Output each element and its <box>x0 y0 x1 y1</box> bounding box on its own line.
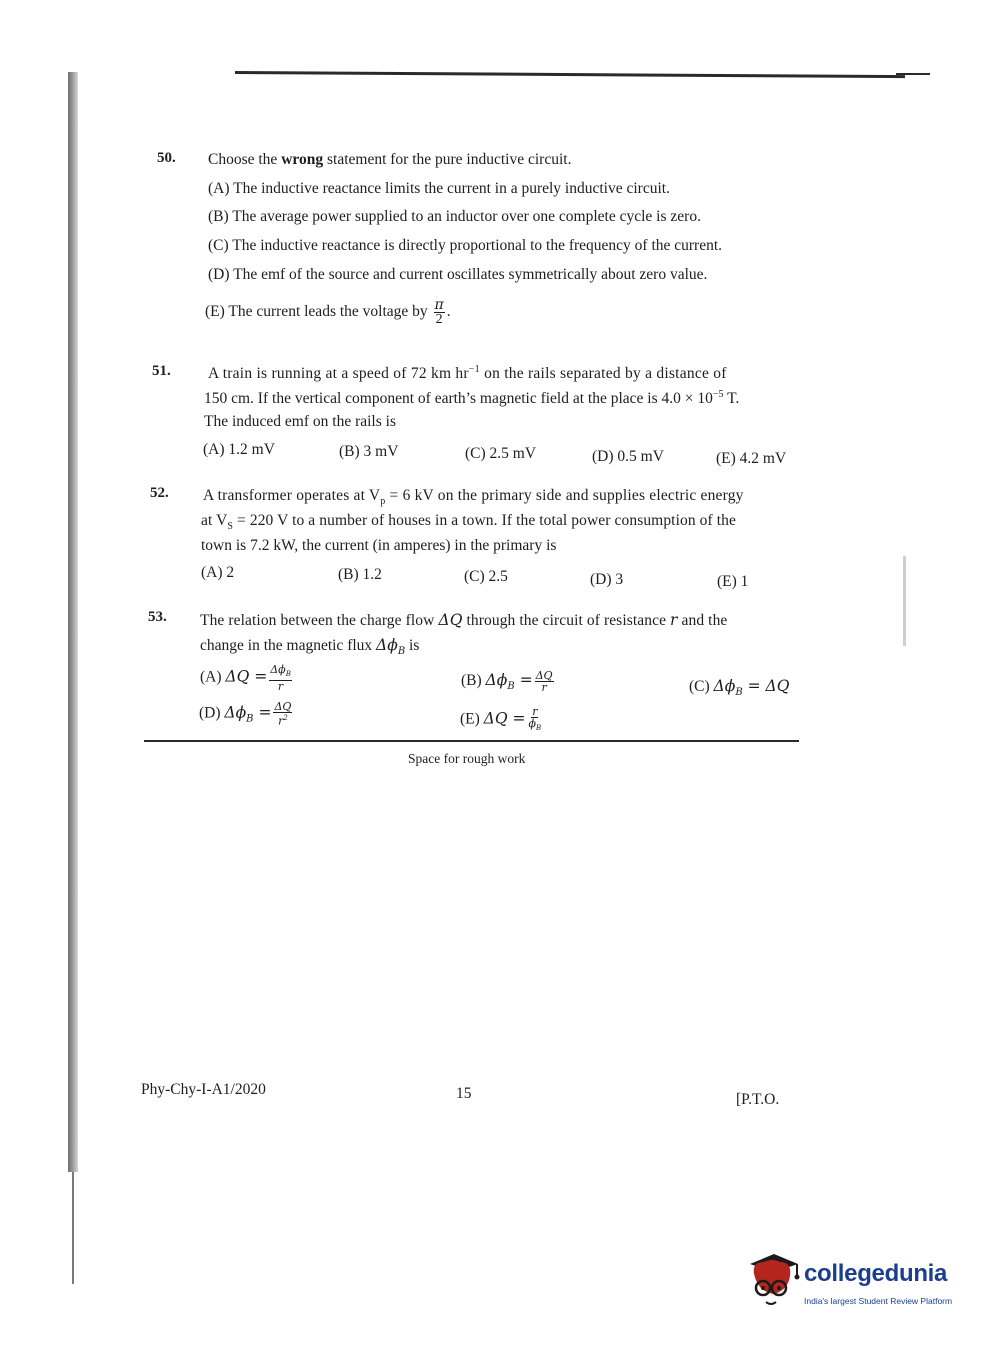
subscript: B <box>246 713 254 725</box>
option-lhs: Δϕ <box>224 703 247 722</box>
subscript: p <box>380 496 386 508</box>
line-text: A train is running at a speed of 72 km hr <box>208 365 469 383</box>
line-text: at V <box>201 512 228 529</box>
fraction <box>269 664 292 692</box>
line-text: change in the magnetic flux <box>200 637 377 654</box>
stem-text: Choose the <box>208 151 282 168</box>
subscript: B <box>536 724 542 733</box>
question-stem <box>208 151 571 169</box>
fraction-denominator: r <box>541 681 547 694</box>
logo-wordmark: collegedunia <box>804 1260 948 1287</box>
fraction <box>535 670 554 693</box>
option-d: (D) 3 <box>590 571 624 588</box>
line-text: and the <box>677 612 728 629</box>
option-label: (B) <box>461 672 486 690</box>
fraction-numerator: ΔQ <box>274 700 292 713</box>
fraction-numerator: r <box>532 705 538 718</box>
math-delta-q: ΔQ <box>438 611 463 629</box>
option-e <box>460 706 544 734</box>
option-c: (C) 2.5 mV <box>465 445 537 462</box>
fraction <box>273 701 292 727</box>
option-a <box>200 664 294 692</box>
fraction <box>528 706 543 734</box>
line-text: on the rails separated by a distance of <box>479 365 727 383</box>
fraction-denominator <box>277 713 289 727</box>
option-b: (B) 1.2 <box>338 566 382 583</box>
question-line <box>204 389 739 408</box>
superscript: −1 <box>468 364 480 375</box>
option-d: (D) 0.5 mV <box>592 448 664 465</box>
option-e: (E) 4.2 mV <box>716 450 787 467</box>
option-lhs: Δϕ <box>485 671 508 690</box>
option-label: (E) <box>460 710 484 728</box>
line-text: is <box>405 637 420 654</box>
fraction-numerator: π <box>434 297 444 313</box>
subscript: S <box>227 521 234 533</box>
page-number: 15 <box>456 1085 472 1102</box>
subscript: B <box>507 681 515 693</box>
fraction-numerator <box>269 664 292 681</box>
line-text: = 6 kV on the primary side and supplies electric energy <box>385 487 744 504</box>
option-d <box>199 701 294 727</box>
superscript: 2 <box>283 714 288 722</box>
line-text: The relation between the charge flow <box>200 612 439 629</box>
option-c: (C) The inductive reactance is directly proportional to the frequency of the current. <box>208 237 723 254</box>
question-line <box>201 512 736 532</box>
fraction-denominator <box>528 718 543 734</box>
question-number: 51. <box>152 363 171 379</box>
math-delta-phi: Δϕ <box>376 636 398 654</box>
option-b: (B) The average power supplied to an inductor over one complete cycle is zero. <box>208 208 701 225</box>
option-e: (E) 1 <box>717 573 749 590</box>
option-a: (A) 1.2 mV <box>203 441 275 458</box>
question-line <box>203 487 744 507</box>
please-turn-over: [P.T.O. <box>736 1091 780 1108</box>
fraction-denominator: 2 <box>435 312 443 327</box>
rough-work-label: Space for rough work <box>408 751 526 766</box>
denominator-text: ϕ <box>528 717 536 730</box>
option-a: (A) 2 <box>201 564 235 581</box>
line-text: A transformer operates at V <box>203 487 381 504</box>
scan-edge-line <box>72 1172 74 1284</box>
option-a: (A) The inductive reactance limits the current in a purely inductive circuit. <box>208 180 670 197</box>
superscript: −5 <box>712 389 724 400</box>
option-rhs: = ΔQ <box>742 677 790 695</box>
option-label: (C) <box>689 678 714 695</box>
question-number: 52. <box>150 485 169 501</box>
fraction <box>434 298 445 327</box>
question-line <box>200 636 419 657</box>
top-rule <box>235 71 905 78</box>
paper-code: Phy-Chy-I-A1/2020 <box>141 1081 266 1098</box>
top-rule-end <box>896 73 930 75</box>
scan-edge-shadow <box>68 72 78 1172</box>
option-lhs: ΔQ = <box>483 709 526 728</box>
option-lhs: ΔQ = <box>225 667 268 686</box>
question-line <box>200 611 727 630</box>
mascot-icon <box>744 1250 802 1308</box>
stem-text: statement for the pure inductive circuit. <box>323 151 572 168</box>
logo-tagline: India's largest Student Review Platform <box>804 1296 953 1306</box>
question-line: town is 7.2 kW, the current (in amperes) in the primary is <box>201 537 557 554</box>
option-label: (A) <box>200 668 226 686</box>
option-d: (D) The emf of the source and current oscillates symmetrically about zero value. <box>208 266 708 283</box>
rough-work-rule <box>144 740 799 742</box>
equals: = <box>253 703 272 722</box>
option-c <box>689 677 789 698</box>
math-r: r <box>670 611 678 629</box>
stem-emphasis: wrong <box>281 151 324 168</box>
line-text: 150 cm. If the vertical component of earth’s magnetic field at the place is 4.0 × 10 <box>204 390 713 408</box>
option-c: (C) 2.5 <box>464 568 508 585</box>
option-e-end: . <box>446 303 451 321</box>
line-text: T. <box>723 390 740 408</box>
subscript: B <box>285 670 291 679</box>
question-line <box>208 364 727 383</box>
scan-mark <box>903 556 906 646</box>
subscript: B <box>735 687 743 699</box>
option-lhs: Δϕ <box>713 677 736 695</box>
option-e <box>205 298 451 327</box>
fraction-denominator: r <box>277 680 284 694</box>
option-b: (B) 3 mV <box>339 443 399 460</box>
question-line: The induced emf on the rails is <box>204 413 396 430</box>
denominator-text: r <box>278 714 284 728</box>
fraction-numerator: ΔQ <box>535 669 553 682</box>
option-e-text: (E) The current leads the voltage by <box>205 303 432 321</box>
line-text: through the circuit of resistance <box>462 612 671 629</box>
numerator-text: Δϕ <box>270 663 286 676</box>
option-b <box>461 670 556 693</box>
line-text: = 220 V to a number of houses in a town. If the total power consumption of the <box>233 512 736 529</box>
collegedunia-logo <box>744 1250 969 1310</box>
question-number: 50. <box>157 150 176 166</box>
option-label: (D) <box>199 704 225 722</box>
equals: = <box>514 671 533 690</box>
subscript: B <box>397 646 406 658</box>
question-number: 53. <box>148 609 167 625</box>
